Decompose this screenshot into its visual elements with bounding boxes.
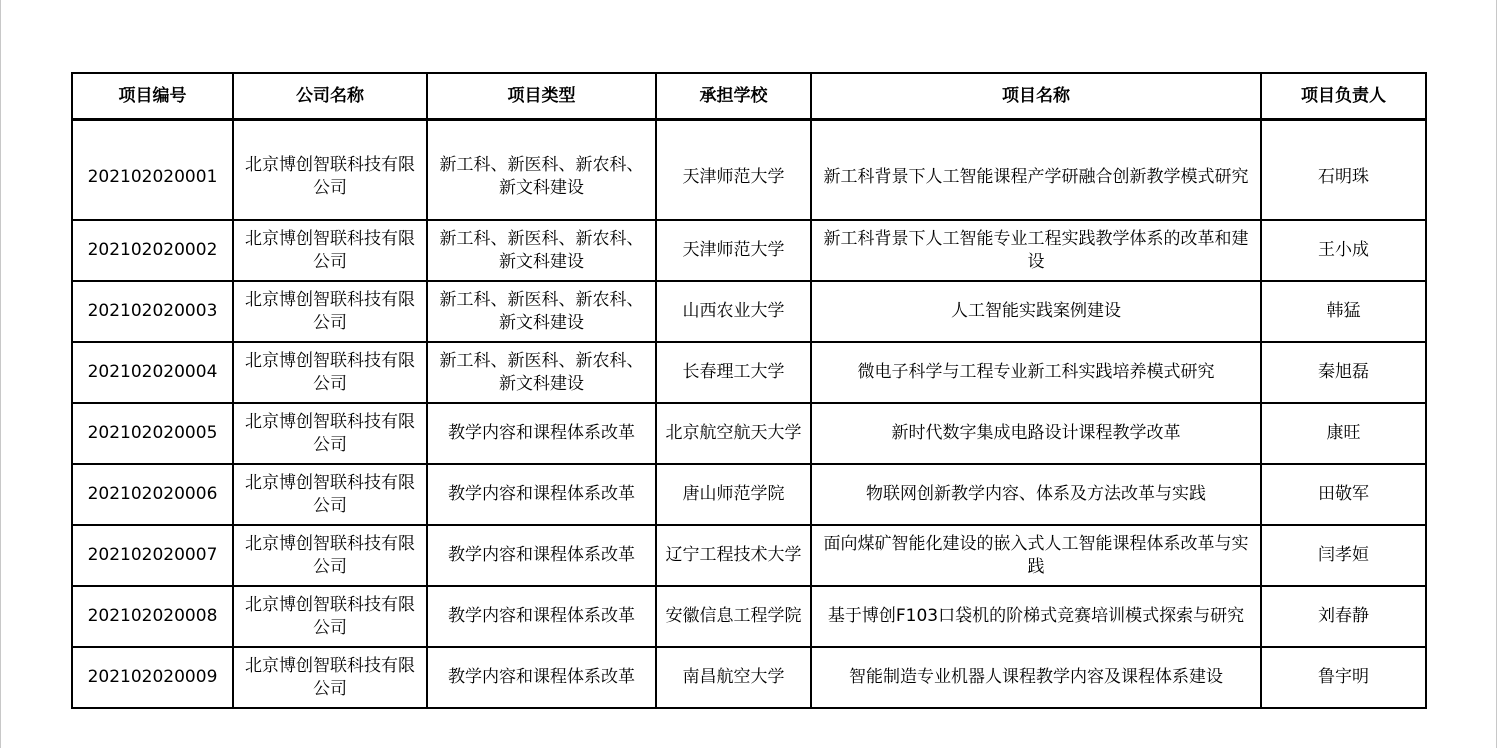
- project-table: [71, 72, 1427, 709]
- cell-project-name: 人工智能实践案例建设: [811, 281, 1261, 342]
- cell-project-lead: 康旺: [1261, 403, 1426, 464]
- header-school: 承担学校: [656, 73, 811, 120]
- cell-company-name: 北京博创智联科技有限公司: [233, 120, 427, 221]
- header-project-lead: 项目负责人: [1261, 73, 1426, 120]
- cell-school: 山西农业大学: [656, 281, 811, 342]
- table-row: [72, 647, 1426, 708]
- cell-project-id: 202102020007: [72, 525, 233, 586]
- cell-project-type: 新工科、新医科、新农科、新文科建设: [427, 281, 656, 342]
- cell-project-id: 202102020002: [72, 220, 233, 281]
- cell-project-name: 微电子科学与工程专业新工科实践培养模式研究: [811, 342, 1261, 403]
- cell-project-name: 智能制造专业机器人课程教学内容及课程体系建设: [811, 647, 1261, 708]
- cell-company-name: 北京博创智联科技有限公司: [233, 342, 427, 403]
- cell-school: 天津师范大学: [656, 120, 811, 221]
- cell-project-id: 202102020004: [72, 342, 233, 403]
- cell-project-name: 基于博创F103口袋机的阶梯式竞赛培训模式探索与研究: [811, 586, 1261, 647]
- cell-project-lead: 秦旭磊: [1261, 342, 1426, 403]
- cell-project-type: 新工科、新医科、新农科、新文科建设: [427, 120, 656, 221]
- table-header-row: [72, 73, 1426, 120]
- cell-company-name: 北京博创智联科技有限公司: [233, 647, 427, 708]
- table-row: [72, 281, 1426, 342]
- cell-company-name: 北京博创智联科技有限公司: [233, 220, 427, 281]
- cell-project-lead: 田敬军: [1261, 464, 1426, 525]
- cell-project-lead: 石明珠: [1261, 120, 1426, 221]
- cell-company-name: 北京博创智联科技有限公司: [233, 464, 427, 525]
- table-row: [72, 586, 1426, 647]
- cell-company-name: 北京博创智联科技有限公司: [233, 403, 427, 464]
- cell-school: 长春理工大学: [656, 342, 811, 403]
- header-company-name: 公司名称: [233, 73, 427, 120]
- cell-project-id: 202102020009: [72, 647, 233, 708]
- table-row: [72, 342, 1426, 403]
- cell-project-name: 面向煤矿智能化建设的嵌入式人工智能课程体系改革与实践: [811, 525, 1261, 586]
- header-project-type: 项目类型: [427, 73, 656, 120]
- cell-project-id: 202102020006: [72, 464, 233, 525]
- cell-project-id: 202102020001: [72, 120, 233, 221]
- cell-school: 唐山师范学院: [656, 464, 811, 525]
- cell-project-type: 教学内容和课程体系改革: [427, 586, 656, 647]
- cell-project-type: 教学内容和课程体系改革: [427, 403, 656, 464]
- cell-project-name: 新时代数字集成电路设计课程教学改革: [811, 403, 1261, 464]
- cell-project-lead: 刘春静: [1261, 586, 1426, 647]
- cell-school: 天津师范大学: [656, 220, 811, 281]
- cell-project-lead: 鲁宇明: [1261, 647, 1426, 708]
- cell-project-lead: 韩猛: [1261, 281, 1426, 342]
- cell-company-name: 北京博创智联科技有限公司: [233, 281, 427, 342]
- table-row: [72, 525, 1426, 586]
- cell-project-lead: 王小成: [1261, 220, 1426, 281]
- cell-school: 辽宁工程技术大学: [656, 525, 811, 586]
- cell-project-type: 教学内容和课程体系改革: [427, 525, 656, 586]
- table-row: [72, 403, 1426, 464]
- cell-project-lead: 闫孝姮: [1261, 525, 1426, 586]
- cell-project-type: 新工科、新医科、新农科、新文科建设: [427, 220, 656, 281]
- header-project-name: 项目名称: [811, 73, 1261, 120]
- cell-project-id: 202102020008: [72, 586, 233, 647]
- cell-project-name: 新工科背景下人工智能专业工程实践教学体系的改革和建设: [811, 220, 1261, 281]
- cell-school: 安徽信息工程学院: [656, 586, 811, 647]
- cell-company-name: 北京博创智联科技有限公司: [233, 525, 427, 586]
- cell-project-type: 教学内容和课程体系改革: [427, 647, 656, 708]
- cell-project-name: 物联网创新教学内容、体系及方法改革与实践: [811, 464, 1261, 525]
- header-project-id: 项目编号: [72, 73, 233, 120]
- cell-project-id: 202102020005: [72, 403, 233, 464]
- cell-project-type: 新工科、新医科、新农科、新文科建设: [427, 342, 656, 403]
- cell-project-type: 教学内容和课程体系改革: [427, 464, 656, 525]
- table-row: [72, 220, 1426, 281]
- cell-project-id: 202102020003: [72, 281, 233, 342]
- cell-company-name: 北京博创智联科技有限公司: [233, 586, 427, 647]
- table-row: [72, 464, 1426, 525]
- cell-school: 南昌航空大学: [656, 647, 811, 708]
- cell-project-name: 新工科背景下人工智能课程产学研融合创新教学模式研究: [811, 120, 1261, 221]
- table-row: [72, 120, 1426, 221]
- cell-school: 北京航空航天大学: [656, 403, 811, 464]
